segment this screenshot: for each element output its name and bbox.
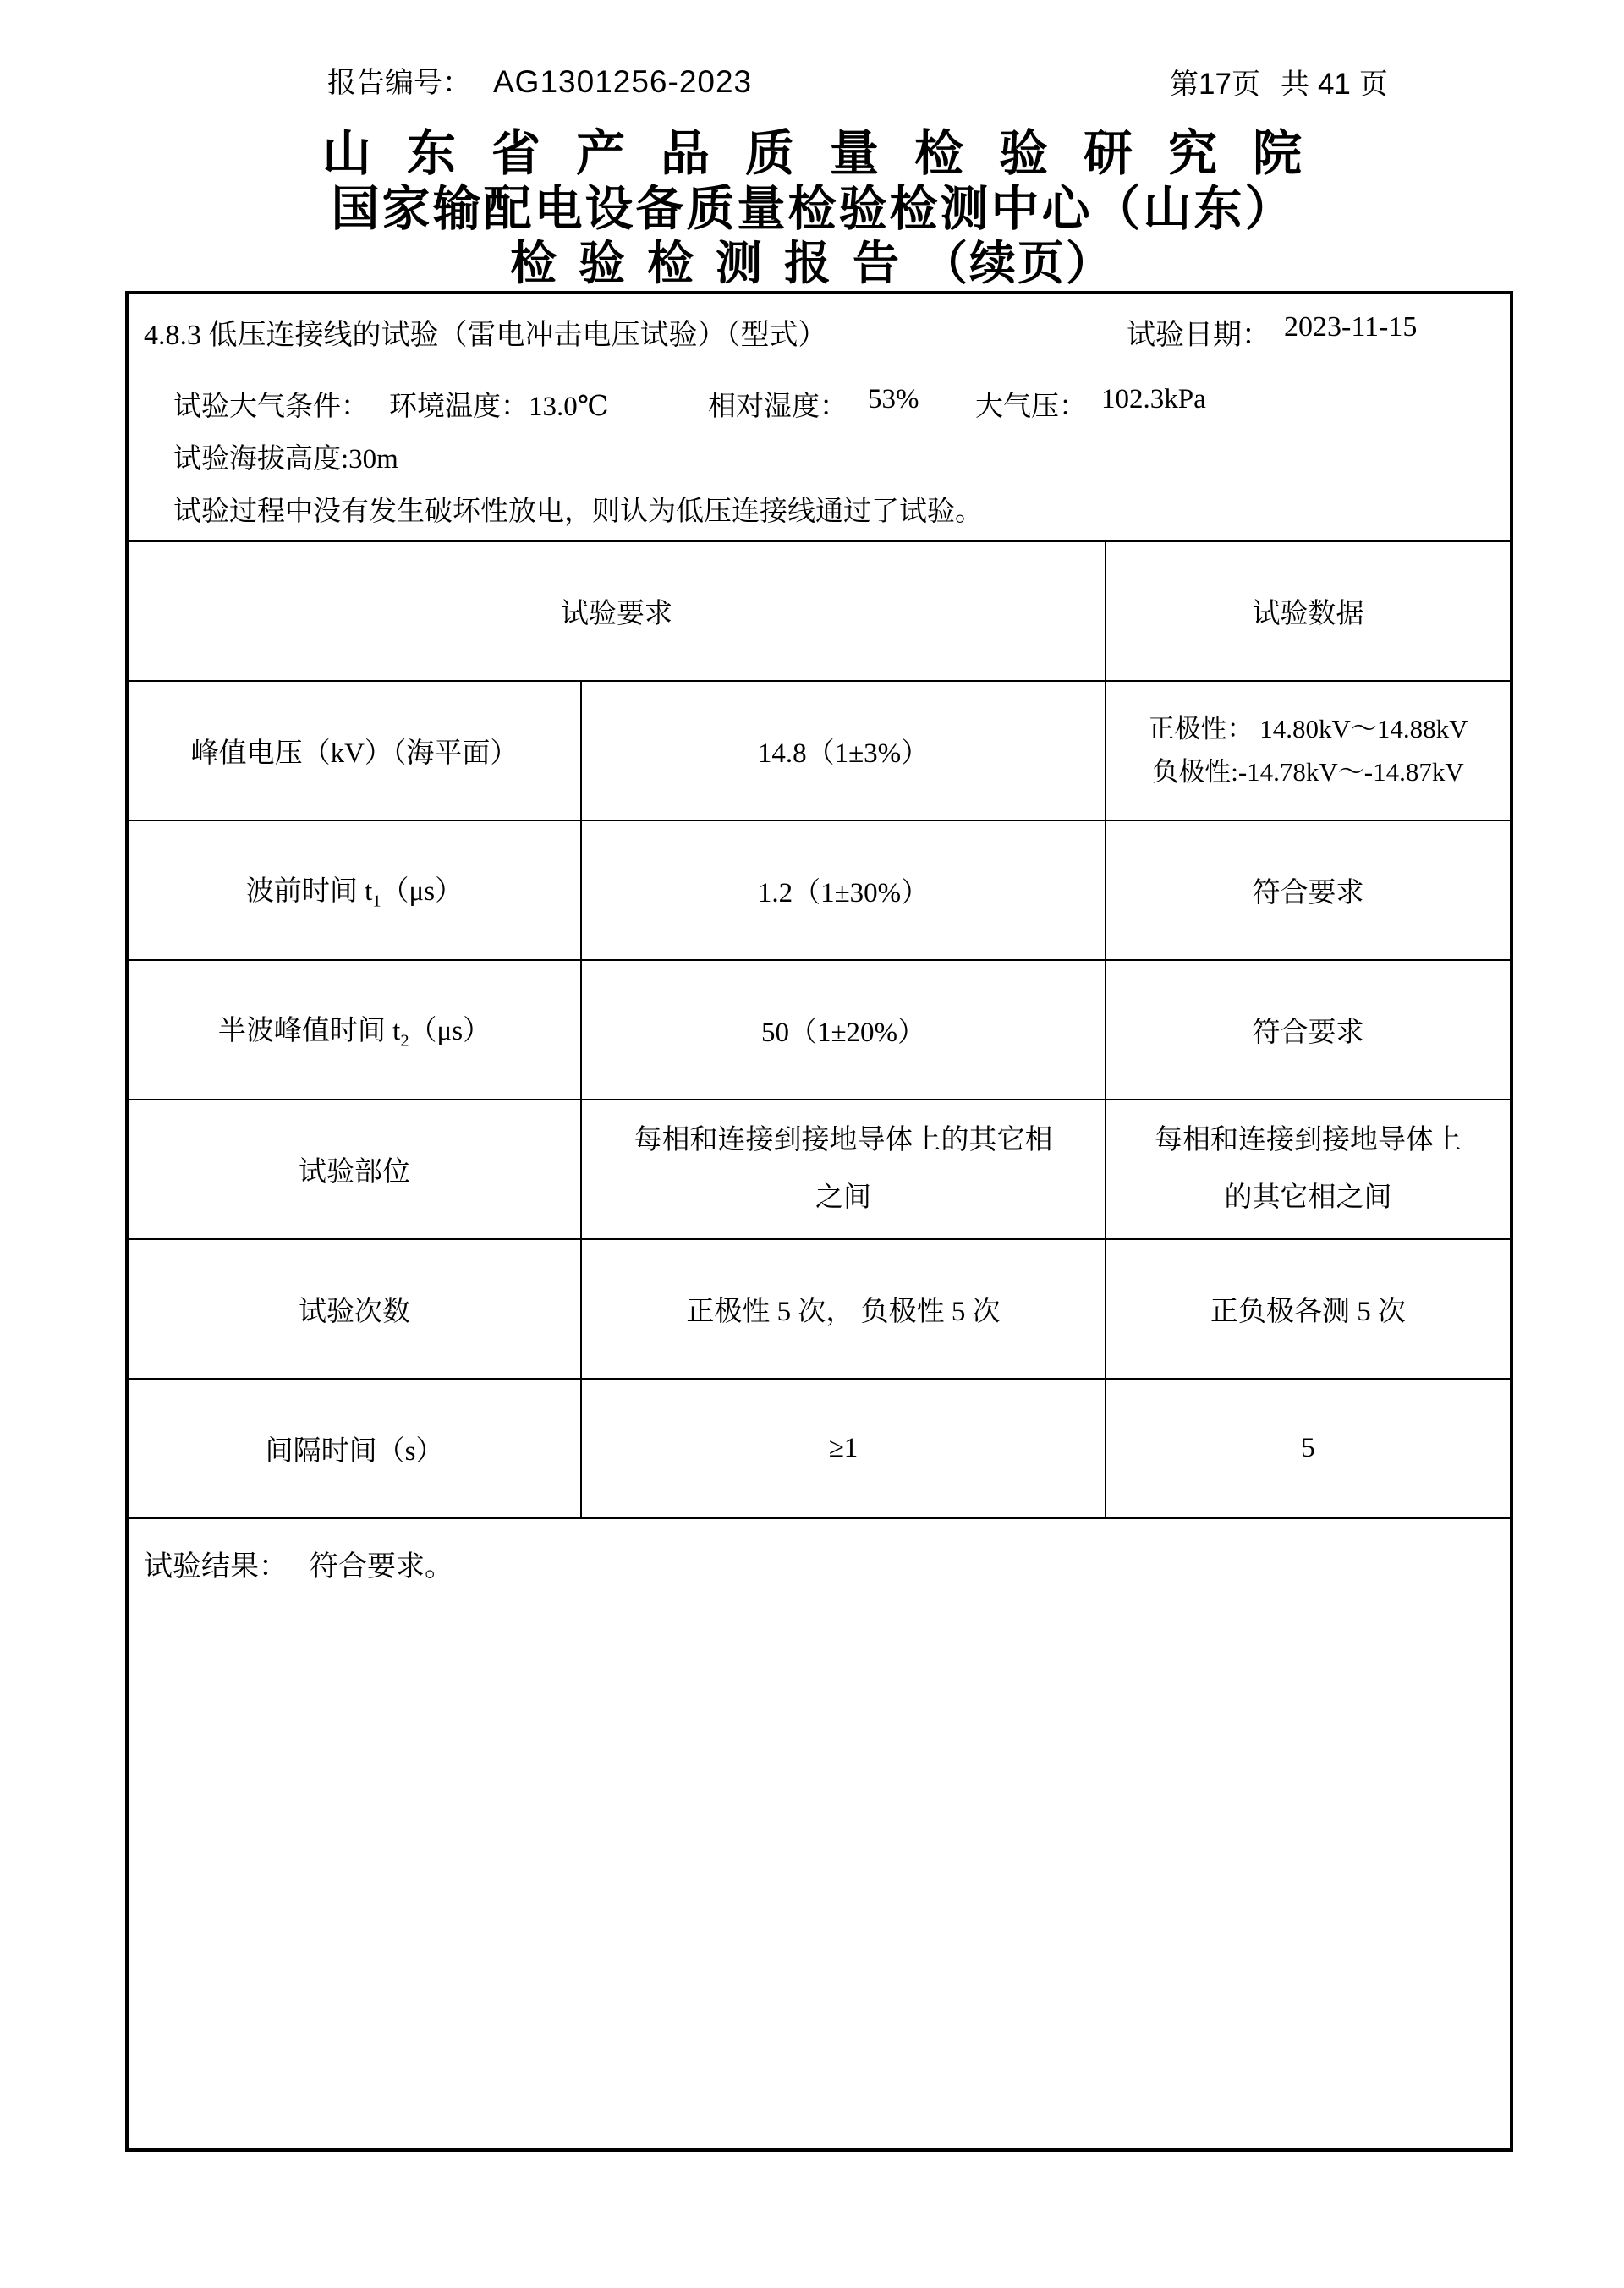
cond-humidity-value: 53%	[868, 384, 919, 414]
report-number	[327, 59, 752, 101]
test-table	[129, 540, 1510, 1519]
cond-humidity-label: 相对湿度：	[708, 392, 848, 422]
page-current: 17	[1199, 68, 1232, 101]
table-header-row	[129, 541, 1510, 681]
cell-data: 正极性： 14.80kV～14.88kV 负极性:-14.78kV～-14.87kV	[1106, 681, 1510, 820]
test-result	[144, 1543, 453, 1584]
cell-item: 试验次数	[129, 1239, 581, 1379]
cell-requirement: 50（1±20%）	[581, 960, 1106, 1100]
cell-data: 5	[1106, 1379, 1510, 1518]
cell-data: 符合要求	[1106, 960, 1510, 1100]
table-row-front-time	[129, 820, 1510, 960]
page-current-unit: 页	[1231, 69, 1260, 101]
org-title-line2: 国家输配电设备质量检验检测中心（山东）	[331, 183, 1296, 236]
page-prefix: 第	[1170, 69, 1199, 101]
cell-item: 波前时间 $t_1(\mu s)$	[129, 820, 581, 960]
page-total: 41	[1317, 68, 1351, 101]
page-indicator	[1170, 61, 1388, 102]
test-date	[1127, 311, 1417, 353]
table-row-test-location	[129, 1100, 1510, 1239]
test-result-label: 试验结果：	[144, 1551, 288, 1583]
cell-item: 试验部位	[129, 1100, 581, 1239]
content-box	[125, 291, 1513, 2152]
cell-requirement: 每相和连接到接地导体上的其它相 之间	[581, 1100, 1106, 1239]
test-date-label: 试验日期：	[1127, 320, 1270, 351]
page-total-label: 共	[1280, 69, 1309, 101]
cell-item: 半波峰值时间 $t_2(\mu s)$	[129, 960, 581, 1100]
org-title-line1: 山东省产品质量检验研究院	[321, 126, 1337, 181]
col-header-data: 试验数据	[1106, 541, 1510, 681]
cond-altitude: 试验海拔高度:30m	[173, 444, 398, 475]
report-number-value: AG1301256-2023	[493, 64, 753, 99]
cond-temperature: 环境温度：13.0℃	[389, 392, 609, 422]
test-date-value: 2023-11-15	[1284, 311, 1418, 343]
cell-item: 间隔时间（s）	[129, 1379, 581, 1518]
table-row-interval	[129, 1379, 1510, 1518]
cond-atm-label: 试验大气条件：	[173, 392, 369, 422]
test-result-value: 符合要求。	[310, 1551, 453, 1583]
report-number-label: 报告编号：	[327, 68, 471, 99]
page-total-unit: 页	[1358, 69, 1388, 101]
table-row-test-count	[129, 1239, 1510, 1379]
cond-pressure-value: 102.3kPa	[1101, 384, 1206, 414]
cell-data: 符合要求	[1106, 820, 1510, 960]
cell-data: 每相和连接到接地导体上 的其它相之间	[1106, 1100, 1510, 1239]
report-title: 检验检测报告（续页）	[509, 238, 1115, 289]
cell-data: 正负极各测 5 次	[1106, 1239, 1510, 1379]
col-header-requirement: 试验要求	[129, 541, 1106, 681]
cell-requirement: 正极性 5 次， 负极性 5 次	[581, 1239, 1106, 1379]
cell-item: 峰值电压（kV）（海平面）	[129, 681, 581, 820]
cell-requirement: 14.8（1±3%）	[581, 681, 1106, 820]
cond-pressure-label: 大气压：	[975, 392, 1087, 422]
table-row-peak-voltage	[129, 681, 1510, 820]
cell-requirement: ≥1	[581, 1379, 1106, 1518]
table-row-half-peak-time	[129, 960, 1510, 1100]
pass-criteria: 试验过程中没有发生破坏性放电，则认为低压连接线通过了试验。	[173, 497, 983, 527]
section-heading: 4.8.3 低压连接线的试验（雷电冲击电压试验）（型式）	[144, 320, 827, 351]
cell-requirement: 1.2（1±30%）	[581, 820, 1106, 960]
